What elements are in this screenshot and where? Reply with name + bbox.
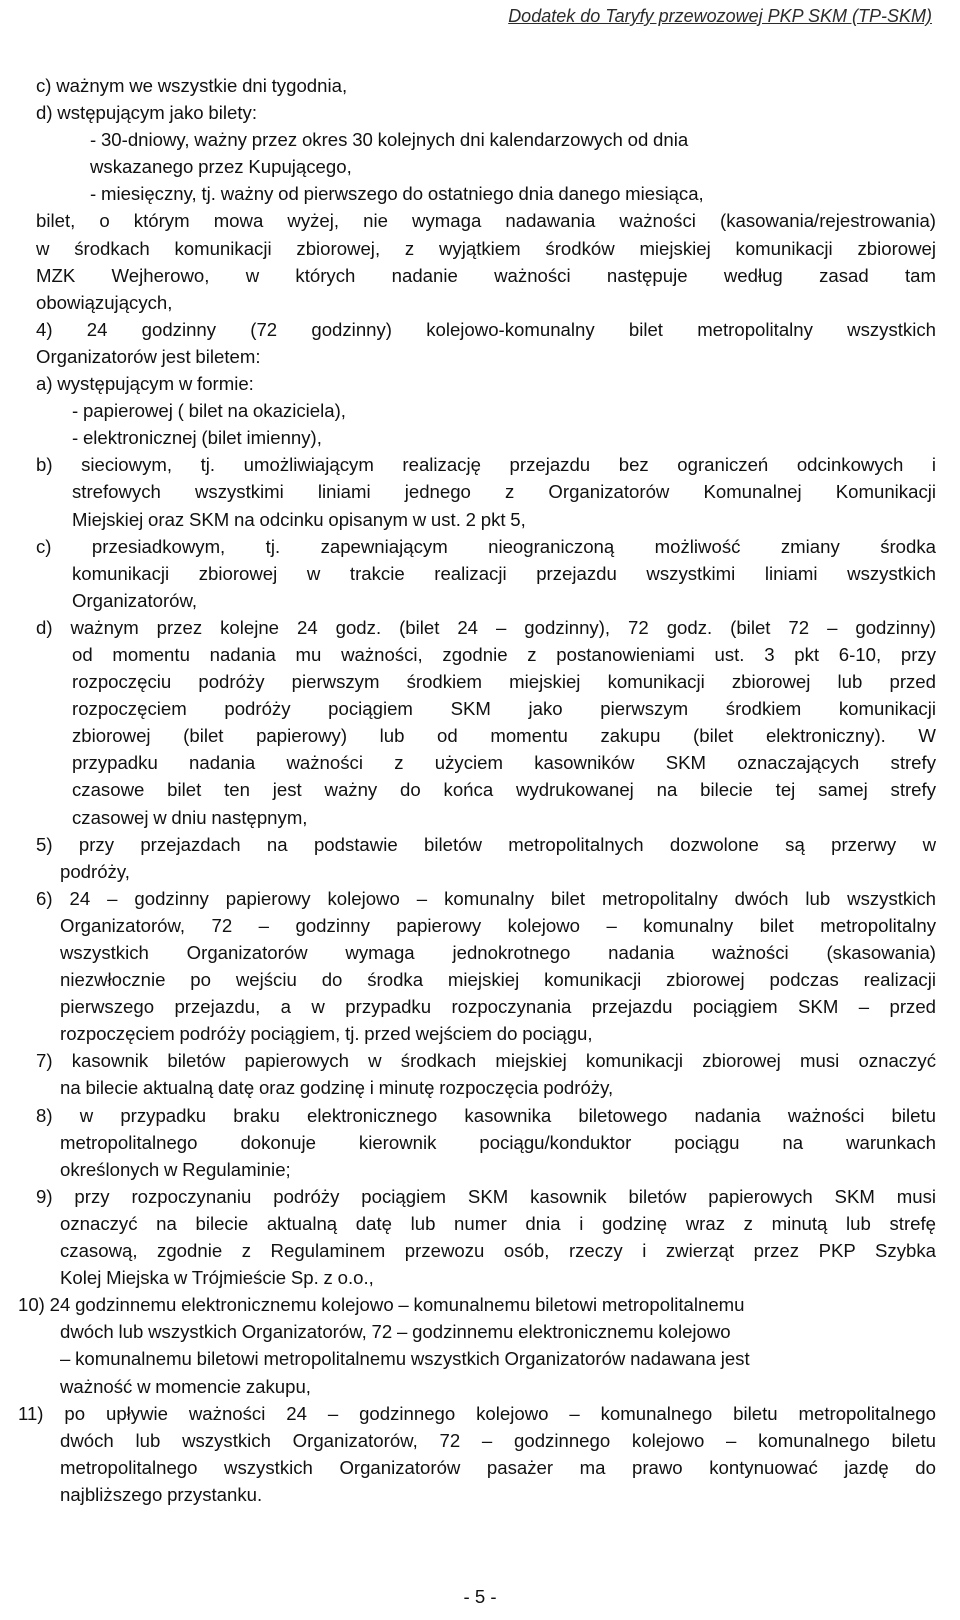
text-line: podróży, [60,860,130,882]
text-line: bilet, o którym mowa wyżej, nie wymaga nadawania ważności (kasowania/rejestrowania) [36,210,936,232]
text-line: czasową, zgodnie z Regulaminem przewozu osób, rzeczy i zwierząt przez PKP Szybka [60,1240,936,1262]
text-line: obowiązujących, [36,291,173,313]
text-line: strefowych wszystkimi liniami jednego z Organizatorów Komunalnej Komunikacji [72,481,936,503]
text-line: 9) przy rozpoczynaniu podróży pociągiem SKM kasownik biletów papierowych SKM musi [36,1185,936,1207]
text-line: wskazanego przez Kupującego, [90,156,352,178]
text-line: wszystkich Organizatorów wymaga jednokrotnego nadania ważności (skasowania) [60,942,936,963]
text-line: oznaczyć na bilecie aktualną datę lub numer dnia i godzinę wraz z minutą lub strefę [60,1212,936,1234]
text-line: Organizatorów, 72 – godzinny papierowy kolejowo – komunalny bilet metropolitalny [60,914,936,936]
text-line: czasowej w dniu następnym, [72,806,308,828]
text-line: d) wstępującym jako bilety: [36,102,257,124]
text-line: 8) w przypadku braku elektronicznego kasownika biletowego nadania ważności biletu [36,1104,936,1126]
text-line: MZK Wejherowo, w których nadanie ważności następuje według zasad tam [36,264,936,286]
text-line: a) występującym w formie: [36,373,254,395]
text-line: ważność w momencie zakupu, [60,1375,311,1397]
text-line: c) przesiadkowym, tj. zapewniającym nieograniczoną możliwość zmiany środka [36,535,936,557]
text-line: najbliższego przystanku. [60,1483,263,1505]
text-line: Organizatorów jest biletem: [36,345,261,367]
text-line: dwóch lub wszystkich Organizatorów, 72 – godzinnego kolejowo – komunalnego biletu [60,1429,936,1451]
text-line: zbiorowej (bilet papierowy) lub od momentu zakupu (bilet elektroniczny). W [72,725,936,747]
document-header-title: Dodatek do Taryfy przewozowej PKP SKM (TP-SKM) [508,6,932,26]
page-number: - 5 - [463,1586,497,1607]
text-line: metropolitalnego dokonuje kierownik pociągu/konduktor pociągu na warunkach [60,1131,936,1153]
text-line: przypadku nadania ważności z użyciem kasowników SKM oznaczających strefy [72,752,936,774]
text-line: metropolitalnego wszystkich Organizatorów pasażer ma prawo kontynuować jazdę do [60,1456,936,1478]
text-line: - papierowej ( bilet na okaziciela), [72,400,346,422]
text-line: b) sieciowym, tj. umożliwiającym realizację przejazdu bez ograniczeń odcinkowych i [36,454,936,476]
text-line: 6) 24 – godzinny papierowy kolejowo – komunalny bilet metropolitalny dwóch lub wszystkich [36,887,936,909]
text-line: 10) 24 godzinnemu elektronicznemu kolejowo – komunalnemu biletowi metropolitalnemu [18,1294,745,1316]
text-line: Organizatorów, [72,589,198,611]
text-line: rozpoczęciu podróży pierwszym środkiem miejskiej komunikacji zbiorowej lub przed [72,671,936,693]
text-line: niezwłocznie po wejściu do środka miejskiej komunikacji zbiorowej podczas realizacji [60,969,936,991]
text-line: - elektronicznej (bilet imienny), [72,427,322,449]
text-line: d) ważnym przez kolejne 24 godz. (bilet 24 – godzinny), 72 godz. (bilet 72 – godzinny) [36,616,936,638]
text-line: dwóch lub wszystkich Organizatorów, 72 – godzinnemu elektronicznemu kolejowo [60,1321,731,1343]
text-line: 4) 24 godzinny (72 godzinny) kolejowo-komunalny bilet metropolitalny wszystkich [36,318,936,340]
text-line: rozpoczęciem podróży pociągiem, tj. przed wejściem do pociągu, [60,1023,593,1045]
text-line: - 30-dniowy, ważny przez okres 30 kolejnych dni kalendarzowych od dnia [90,129,689,151]
text-line: 11) po upływie ważności 24 – godzinnego kolejowo – komunalnego biletu metropolitalnego [18,1402,936,1424]
text-line: c) ważnym we wszystkie dni tygodnia, [36,75,348,96]
text-line: określonych w Regulaminie; [60,1158,291,1180]
text-line: rozpoczęciem podróży pociągiem SKM jako pierwszym środkiem komunikacji [72,698,936,720]
text-line: Kolej Miejska w Trójmieście Sp. z o.o., [60,1267,374,1289]
text-line: w środkach komunikacji zbiorowej, z wyjątkiem środków miejskiej komunikacji zbiorowej [36,237,936,259]
text-line: 5) przy przejazdach na podstawie biletów metropolitalnych dozwolone są przerwy w [36,833,936,855]
text-line: Miejskiej oraz SKM na odcinku opisanym w ust. 2 pkt 5, [72,508,526,530]
text-line: od momentu nadania mu ważności, zgodnie z postanowieniami ust. 3 pkt 6-10, przy [72,643,936,665]
text-line: komunikacji zbiorowej w trakcie realizacji przejazdu wszystkimi liniami wszystkich [72,562,936,584]
text-line: - miesięczny, tj. ważny od pierwszego do ostatniego dnia danego miesiąca, [90,183,704,205]
document-body [18,72,936,1508]
text-line: – komunalnemu biletowi metropolitalnemu wszystkich Organizatorów nadawana jest [60,1348,750,1370]
text-line: czasowe bilet ten jest ważny do końca wydrukowanej na bilecie tej samej strefy [72,779,936,801]
text-line: 7) kasownik biletów papierowych w środkach miejskiej komunikacji zbiorowej musi oznaczyć [36,1050,936,1072]
text-line: pierwszego przejazdu, a w przypadku rozpoczynania przejazdu pociągiem SKM – przed [60,996,936,1018]
text-line: na bilecie aktualną datę oraz godzinę i minutę rozpoczęcia podróży, [60,1077,614,1099]
